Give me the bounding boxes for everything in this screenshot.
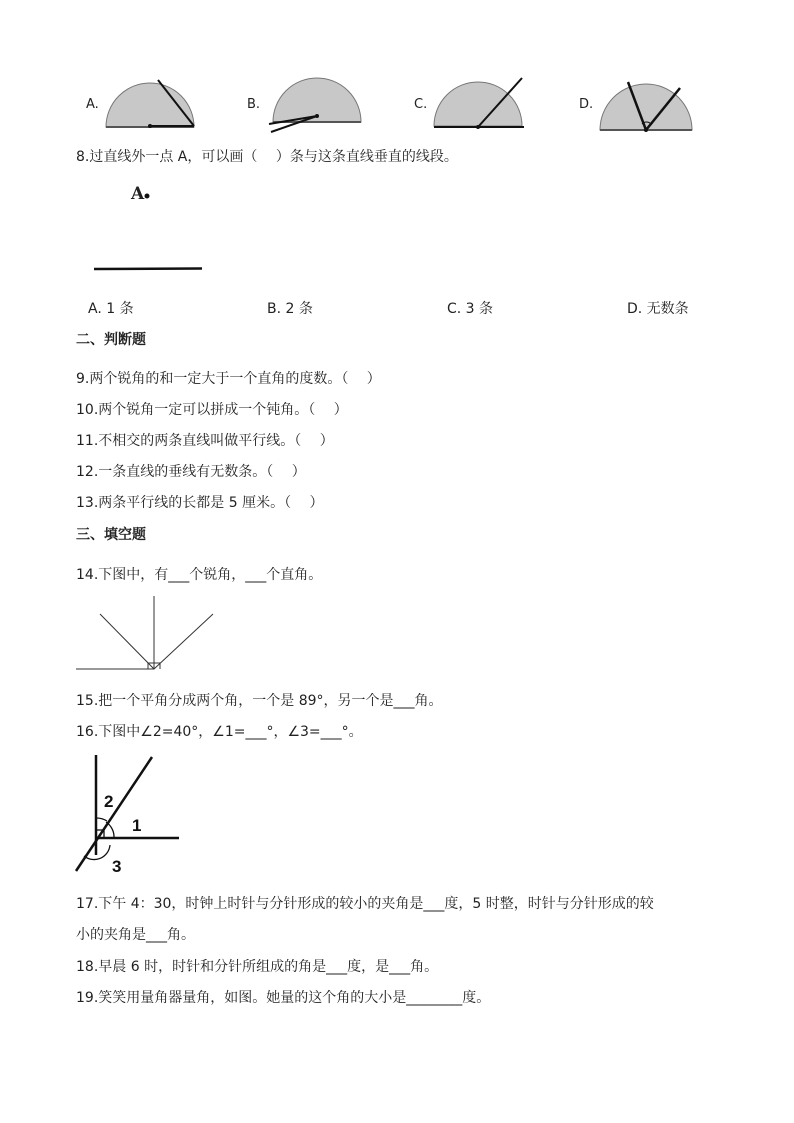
angle-2-label: 2 bbox=[104, 792, 114, 811]
question-17-line-2: 小的夹角是___角。 bbox=[76, 927, 195, 943]
question-19-text: 19.笑笑用量角器量角，如图。她量的这个角的大小是________度。 bbox=[76, 990, 491, 1006]
q7-option-c-label: C. bbox=[414, 97, 428, 112]
section-2-title: 二、判断题 bbox=[76, 332, 146, 348]
point-a-dot bbox=[144, 193, 150, 199]
q7-option-a-protractor bbox=[100, 80, 200, 135]
q14-angle-figure bbox=[76, 596, 216, 672]
angle-3-label: 3 bbox=[112, 857, 122, 876]
q7-option-a-label: A. bbox=[86, 97, 99, 112]
q7-option-b-label: B. bbox=[247, 97, 261, 112]
angle-1-label: 1 bbox=[132, 816, 142, 835]
q8-option-c[interactable]: C. 3 条 bbox=[447, 301, 494, 317]
question-16-text: 16.下图中∠2=40°，∠1=___°，∠3=___°。 bbox=[76, 724, 363, 740]
section-3-title: 三、填空题 bbox=[76, 527, 146, 543]
q8-option-b[interactable]: B. 2 条 bbox=[267, 301, 313, 317]
question-14-text: 14.下图中，有___个锐角，___个直角。 bbox=[76, 567, 323, 583]
q8-option-a[interactable]: A. 1 条 bbox=[88, 301, 134, 317]
q7-option-d-label: D. bbox=[579, 97, 594, 112]
q7-option-c-protractor bbox=[430, 78, 530, 133]
question-8-text: 8.过直线外一点 A，可以画（ ）条与这条直线垂直的线段。 bbox=[76, 149, 458, 165]
q16-angle-figure bbox=[74, 755, 184, 875]
q7-option-d-protractor bbox=[598, 80, 698, 135]
question-15-text: 15.把一个平角分成两个角，一个是 89°，另一个是___角。 bbox=[76, 693, 443, 709]
question-12-text: 12.一条直线的垂线有无数条。（ ） bbox=[76, 464, 306, 480]
q8-option-d[interactable]: D. 无数条 bbox=[627, 301, 689, 317]
question-18-text: 18.早晨 6 时，时针和分针所组成的角是___度，是___角。 bbox=[76, 959, 439, 975]
question-17-line-1: 17.下午 4：30，时钟上时针与分针形成的较小的夹角是___度，5 时整，时针与分针形成的较 bbox=[76, 896, 654, 912]
question-9-text: 9.两个锐角的和一定大于一个直角的度数。（ ） bbox=[76, 371, 381, 387]
q8-straight-line bbox=[94, 266, 204, 272]
point-a-label: A bbox=[131, 184, 145, 204]
question-13-text: 13.两条平行线的长都是 5 厘米。（ ） bbox=[76, 495, 324, 511]
question-10-text: 10.两个锐角一定可以拼成一个钝角。（ ） bbox=[76, 402, 348, 418]
q7-option-b-protractor bbox=[265, 74, 365, 134]
question-11-text: 11.不相交的两条直线叫做平行线。（ ） bbox=[76, 433, 334, 449]
